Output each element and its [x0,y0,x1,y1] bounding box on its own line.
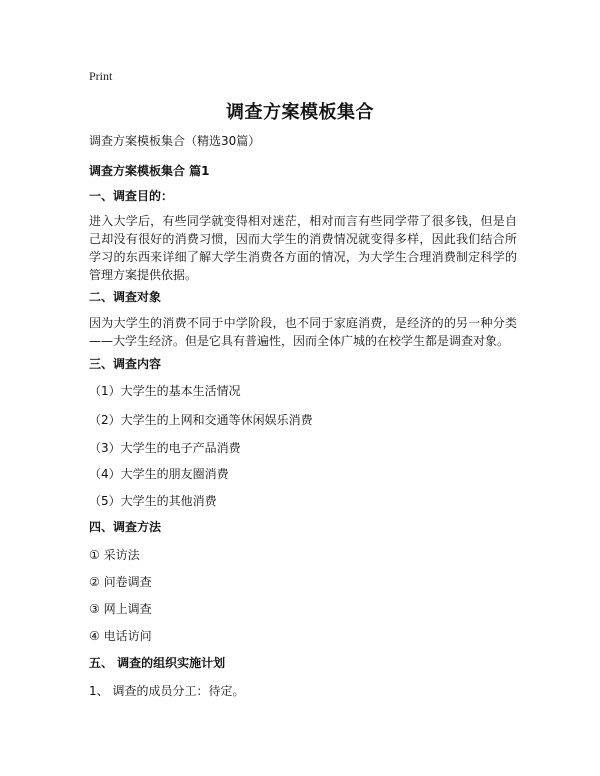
heading-methods: 四、调查方法 [89,520,162,534]
list-item: （1）大学生的基本生活情况 [89,384,241,398]
list-item: ④ 电话访问 [89,629,152,643]
heading-purpose: 一、调查目的： [89,189,174,203]
list-item: ③ 网上调查 [89,602,152,616]
heading-subjects: 二、调查对象 [89,290,162,304]
heading-content: 三、调查内容 [89,357,162,371]
paragraph-purpose: 进入大学后，有些同学就变得相对迷茫，相对而言有些同学带了很多钱，但是自己却没有很好的消费习惯，因而大学生的消费情况就变得多样，因此我们结合所学习的东西来详细了解大学生消费各方面的情况，为大学生合理消费制定科学的管理方案提供依据。 [89,214,517,282]
heading-plan: 五、 调查的组织实施计划 [89,656,226,670]
paragraph-subjects: 因为大学生的消费不同于中学阶段，也不同于家庭消费，是经济的的另一种分类——大学生经济。但是它具有普遍性，因而全体广城的在校学生都是调查对象。 [89,316,517,348]
list-item: （5）大学生的其他消费 [89,494,217,508]
list-item: （4）大学生的朋友圈消费 [89,467,229,481]
list-item: 1、 调查的成员分工：待定。 [89,684,245,698]
section-title: 调查方案模板集合 篇1 [89,164,210,178]
list-item: （3）大学生的电子产品消费 [89,441,241,455]
page-title: 调查方案模板集合 [226,102,374,123]
list-item: （2）大学生的上网和交通等休闲娱乐消费 [89,413,313,427]
list-item: ① 采访法 [89,548,140,562]
list-item: ② 问卷调查 [89,575,152,589]
print-label: Print [89,69,113,83]
subtitle: 调查方案模板集合（精选30篇） [89,134,261,148]
